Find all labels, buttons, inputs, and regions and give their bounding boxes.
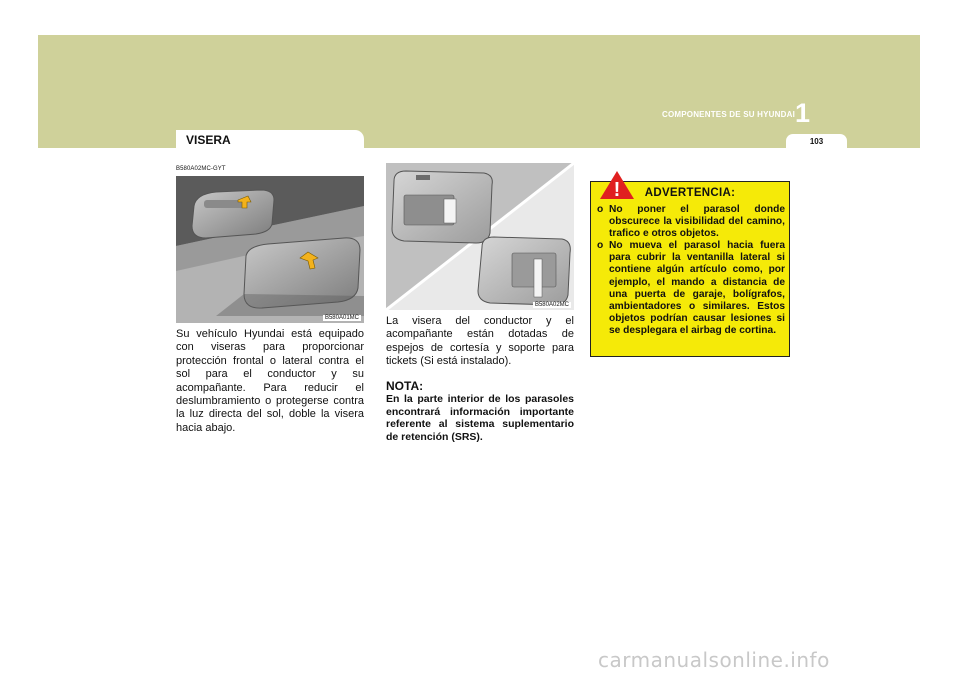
visor-photo-left bbox=[176, 176, 364, 323]
warning-list bbox=[595, 204, 785, 337]
section-code: B580A02MC-GYT bbox=[176, 166, 226, 172]
warning-item-text: No poner el parasol donde obscurece la visibilidad del camino, trafico e otros objetos. bbox=[609, 204, 785, 240]
warning-triangle-icon bbox=[599, 170, 635, 200]
visor-description: Su vehículo Hyundai está equipado con viseras para proporcionar protección frontal o lateral contra el sol para el conductor y su acompañante. Para reducir el deslumbramiento o protegerse contra la luz directa del sol, doble la visera hacia abajo. bbox=[176, 328, 364, 434]
visor-illustration bbox=[176, 176, 364, 323]
warning-bullet: o bbox=[597, 240, 604, 252]
section-title: VISERA bbox=[176, 130, 364, 148]
photo-caption-left: B580A01MC bbox=[324, 315, 359, 321]
warning-item bbox=[595, 240, 785, 337]
header-band bbox=[38, 35, 920, 148]
chapter-title: COMPONENTES DE SU HYUNDAI bbox=[661, 110, 795, 119]
visor-photo-right bbox=[386, 163, 574, 310]
warning-title: ADVERTENCIA: bbox=[644, 187, 736, 199]
warning-item-text: No mueva el parasol hacia fuera para cubrir la ventanilla lateral si contiene algún artículo como, por ejemplo, el mando a distancia de una puerta de garaje, bolígrafos, ambientadores o similares. Estos objetos podrían causar lesiones si se desplegara el airbag de cortina. bbox=[609, 240, 785, 336]
visor-mirror-illustration bbox=[386, 163, 574, 310]
warning-item bbox=[595, 204, 785, 240]
note-title: NOTA: bbox=[386, 379, 424, 393]
note-text: En la parte interior de los parasoles encontrará información importante referente al sistema suplementario de retención (SRS). bbox=[386, 393, 574, 443]
photo-caption-right: B580A02MC bbox=[534, 302, 569, 308]
page-number: 103 bbox=[786, 134, 847, 148]
visor-mirror-description: La visera del conductor y el acompañante están dotadas de espejos de cortesía y soporte para tickets (Si está instalado). bbox=[386, 315, 574, 368]
warning-bullet: o bbox=[597, 204, 604, 215]
chapter-number: 1 bbox=[795, 98, 811, 128]
watermark: carmanualsonline.info bbox=[598, 648, 830, 672]
warning-symbol: ! bbox=[613, 179, 621, 200]
warning-box bbox=[590, 181, 790, 357]
